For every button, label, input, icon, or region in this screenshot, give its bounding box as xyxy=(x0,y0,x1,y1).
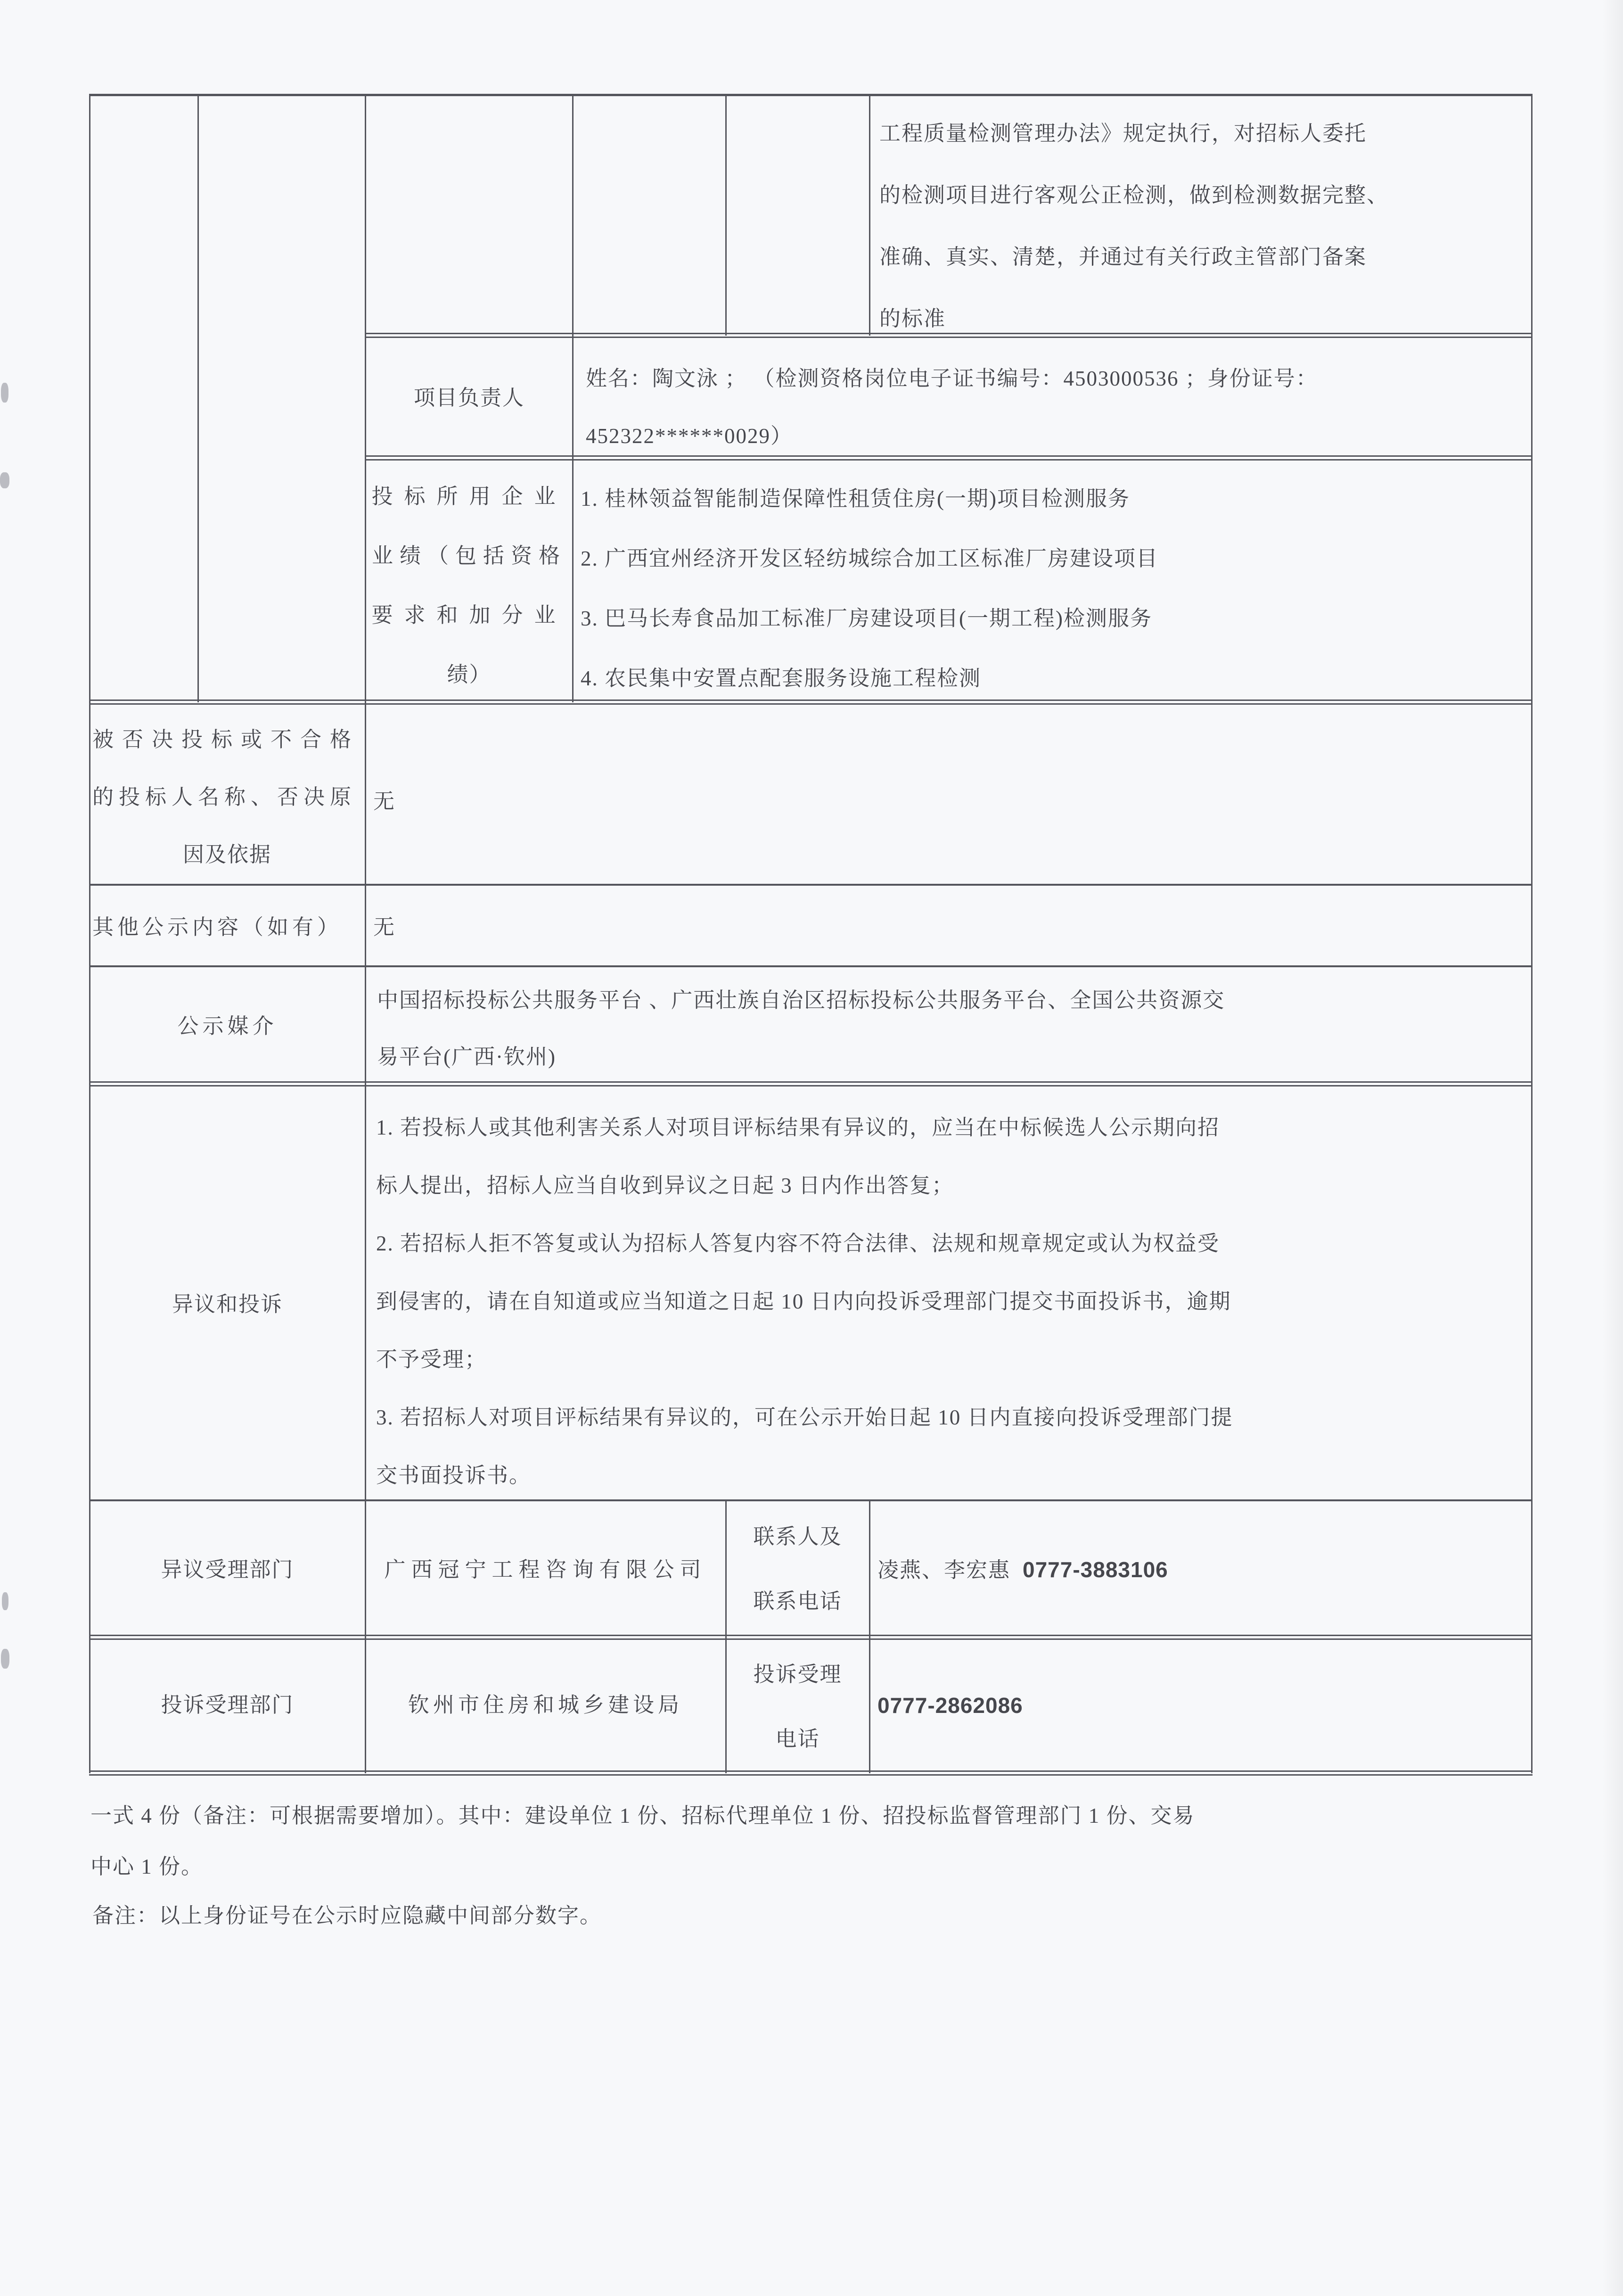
rejected-bids-label-line: 的投标人名称、否决原 xyxy=(92,785,357,809)
objection-line: 3. 若招标人对项目评标结果有异议的，可在公示开始日起 10 日内直接向投诉受理部门提 xyxy=(376,1406,1233,1429)
objection-line: 1. 若投标人或其他利害关系人对项目评标结果有异议的，应当在中标候选人公示期向招 xyxy=(376,1116,1220,1139)
copies-note-line: 一式 4 份（备注：可根据需要增加）。其中：建设单位 1 份、招标代理单位 1 份、招投标监督管理部门 1 份、交易 xyxy=(90,1804,1195,1827)
objection-line: 不予受理； xyxy=(376,1348,487,1371)
performance-label xyxy=(366,467,572,704)
media-line: 中国招标投标公共服务平台 、广西壮族自治区招标投标公共服务平台、全国公共资源交 xyxy=(377,988,1225,1012)
performance-label-line: 业绩（包括资格 xyxy=(371,544,566,568)
performance-label-line: 绩） xyxy=(447,663,492,686)
table-rule-vertical xyxy=(725,95,727,336)
phone-label-line: 投诉受理 xyxy=(753,1662,842,1686)
objection-dept-label: 异议受理部门 xyxy=(161,1558,294,1581)
scan-artifact xyxy=(1,383,8,403)
remark-note: 备注：以上身份证号在公示时应隐藏中间部分数字。 xyxy=(92,1904,602,1927)
project-leader-label: 项目负责人 xyxy=(413,386,525,410)
carryover-line: 准确、真实、清楚，并通过有关行政主管部门备案 xyxy=(879,245,1367,269)
carryover-line: 工程质量检测管理办法》规定执行，对招标人委托 xyxy=(879,122,1367,145)
carryover-line: 的检测项目进行客观公正检测，做到检测数据完整、 xyxy=(879,183,1389,207)
media-line: 易平台(广西·钦州) xyxy=(377,1045,556,1069)
performance-item: 2. 广西宜州经济开发区轻纺城综合加工区标准厂房建设项目 xyxy=(581,547,1159,570)
copies-note-line: 中心 1 份。 xyxy=(90,1855,204,1878)
complaint-dept-phone-value xyxy=(877,1677,1023,1734)
contact-value-line xyxy=(877,1541,1168,1598)
table-rule-vertical xyxy=(197,95,199,702)
project-leader-line: 姓名：陶文泳 ； （检测资格岗位电子证书编号：4503000536 ；身份证号： xyxy=(586,367,1318,390)
objection-line: 到侵害的，请在自知道或应当知道之日起 10 日内向投诉受理部门提交书面投诉书，逾期 xyxy=(376,1290,1231,1313)
other-content-value: 无 xyxy=(373,915,396,939)
performance-list xyxy=(581,469,1528,708)
other-content-label: 其他公示内容（如有） xyxy=(92,915,343,939)
objection-text xyxy=(376,1099,1524,1505)
media-label: 公示媒介 xyxy=(177,1014,278,1038)
rejected-bids-label xyxy=(92,711,362,883)
performance-label-line: 投标所用企业 xyxy=(371,485,567,508)
complaint-phone: 0777-2862086 xyxy=(877,1693,1023,1718)
objection-line: 2. 若招标人拒不答复或认为招标人答复内容不符合法律、法规和规章规定或认为权益受 xyxy=(376,1232,1220,1255)
rejected-bids-value-text: 无 xyxy=(373,790,396,813)
performance-label-line: 要求和加分业 xyxy=(371,603,567,627)
complaint-dept-label: 投诉受理部门 xyxy=(161,1693,294,1717)
contact-label-line: 联系电话 xyxy=(753,1589,842,1613)
project-leader-line: 452322******0029） xyxy=(586,424,793,448)
complaint-dept-org: 钦州市住房和城乡建设局 xyxy=(408,1693,683,1717)
carryover-cell-text xyxy=(879,103,1527,350)
rejected-bids-value xyxy=(373,773,395,830)
contact-phone: 0777-3883106 xyxy=(1023,1557,1168,1582)
carryover-line: 的标准 xyxy=(879,307,946,330)
objection-line: 标人提出，招标人应当自收到异议之日起 3 日内作出答复； xyxy=(376,1174,954,1197)
table-rule-vertical xyxy=(869,95,870,336)
objection-dept-contact-value xyxy=(877,1541,1168,1598)
objection-label: 异议和投诉 xyxy=(172,1292,283,1316)
objection-dept-org: 广西冠宁工程咨询有限公司 xyxy=(384,1558,707,1581)
scan-artifact xyxy=(0,472,9,488)
objection-line: 交书面投诉书。 xyxy=(376,1464,532,1487)
phone-label-line: 电话 xyxy=(775,1727,820,1751)
project-leader-value xyxy=(586,350,1528,465)
contact-label-line: 联系人及 xyxy=(753,1525,842,1548)
complaint-dept-phone-label xyxy=(726,1642,869,1771)
contact-names: 凌燕、李宏惠 xyxy=(877,1558,1011,1582)
performance-item: 1. 桂林领益智能制造保障性租赁住房(一期)项目检测服务 xyxy=(581,487,1130,510)
media-value xyxy=(377,972,1517,1085)
scan-artifact xyxy=(1,1649,9,1669)
performance-item: 3. 巴马长寿食品加工标准厂房建设项目(一期工程)检测服务 xyxy=(581,607,1152,630)
rejected-bids-label-line: 因及依据 xyxy=(182,843,271,866)
table-rule-vertical xyxy=(572,95,574,702)
performance-item: 4. 农民集中安置点配套服务设施工程检测 xyxy=(581,667,982,690)
table-border-top xyxy=(89,94,1533,96)
scan-artifact xyxy=(2,1592,8,1610)
rejected-bids-label-line: 被否决投标或不合格 xyxy=(92,728,360,751)
objection-dept-contact-label xyxy=(726,1505,869,1634)
table-border-right xyxy=(1531,95,1533,1773)
